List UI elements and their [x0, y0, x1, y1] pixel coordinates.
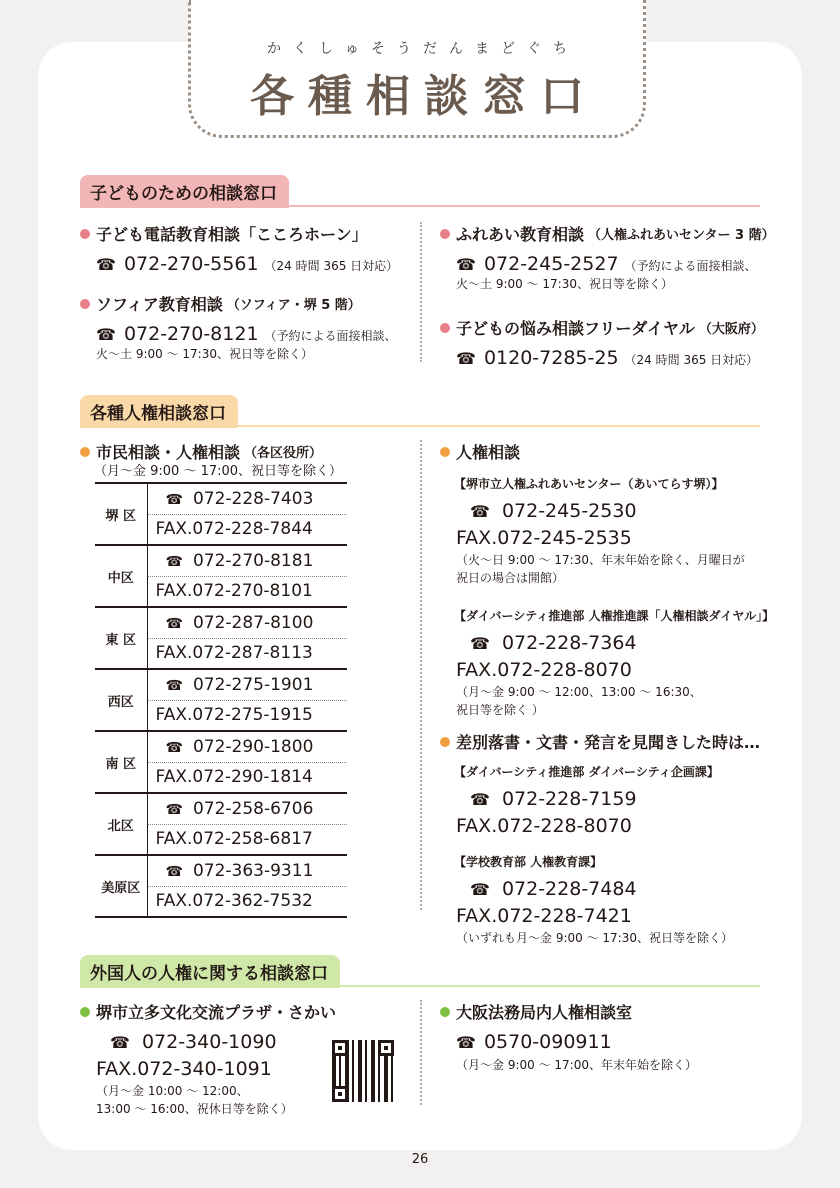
- ward-name: 東 区: [95, 607, 147, 669]
- phone-number[interactable]: 0120-7285-25: [483, 347, 619, 369]
- item-title: 子どもの悩み相談フリーダイヤル: [456, 319, 695, 338]
- bullet-dot: [80, 299, 90, 309]
- phone-icon: ☎: [165, 553, 183, 570]
- item-sophia: [80, 292, 397, 363]
- ward-table: [95, 482, 347, 918]
- phone-icon: ☎: [110, 1033, 130, 1052]
- phone-number[interactable]: 072-228-7159: [501, 788, 637, 810]
- bullet-dot: [440, 1007, 450, 1017]
- bullet-dot: [440, 737, 450, 747]
- phone-icon: ☎: [470, 790, 490, 809]
- ward-name: 北区: [95, 793, 147, 855]
- hours-note: （火～日 9:00 ～ 17:30、年末年始を除く、月曜日が: [456, 553, 745, 567]
- hours-note: （いずれも月～金 9:00 ～ 17:30、祝日等を除く）: [456, 931, 733, 945]
- ward-name: 堺 区: [95, 483, 147, 545]
- phone-icon: ☎: [470, 634, 490, 653]
- phone-number[interactable]: 0570-090911: [483, 1031, 612, 1053]
- fax-number: FAX.072-362-7532: [147, 886, 347, 917]
- section-rule: [80, 985, 760, 987]
- phone-number[interactable]: 072-228-7403: [192, 488, 314, 509]
- ward-name: 南 区: [95, 731, 147, 793]
- item-title: 差別落書・文書・発言を見聞きした時は…: [456, 733, 761, 752]
- fax-number: FAX.072-275-1915: [147, 700, 347, 731]
- phone-icon: ☎: [165, 491, 183, 508]
- fax-number: FAX.072-228-8070: [456, 659, 632, 681]
- hours-note: （月～金 9:00 ～ 17:00、祝日等を除く）: [94, 464, 343, 479]
- office-name: 【ダイバーシティ推進部 人権推進課「人権相談ダイヤル」】: [454, 609, 775, 623]
- column-divider: [420, 222, 422, 362]
- phone-number[interactable]: 072-270-5561: [123, 253, 259, 275]
- fax-number: FAX.072-340-1091: [96, 1058, 272, 1080]
- section-children: [80, 175, 289, 208]
- item-location: （人権ふれあいセンター 3 階）: [588, 228, 775, 243]
- section-heading: 子どものための相談窓口: [80, 175, 289, 208]
- bullet-dot: [80, 447, 90, 457]
- hours-note: （予約による面接相談、: [624, 259, 757, 273]
- item-title: 人権相談: [456, 443, 521, 462]
- page-title: 各種相談窓口: [250, 71, 598, 122]
- item-discrimination-report: [440, 730, 780, 947]
- item-location: （ソフィア・堺 5 階）: [226, 298, 361, 313]
- ward-name: 西区: [95, 669, 147, 731]
- column-divider: [420, 440, 422, 910]
- fax-number: FAX.072-290-1814: [147, 762, 347, 793]
- section-human-rights: [80, 395, 238, 428]
- phone-icon: ☎: [165, 615, 183, 632]
- phone-icon: ☎: [165, 739, 183, 756]
- item-title: 大阪法務局内人権相談室: [456, 1003, 633, 1022]
- fax-number: FAX.072-228-8070: [456, 815, 632, 837]
- page-number: 26: [411, 1152, 429, 1167]
- fax-number: FAX.072-245-2535: [456, 527, 632, 549]
- phone-number[interactable]: 072-363-9311: [192, 860, 314, 881]
- phone-icon: ☎: [470, 880, 490, 899]
- phone-number[interactable]: 072-258-6706: [192, 798, 314, 819]
- hours-note: （月～金 9:00 ～ 17:00、年末年始を除く）: [456, 1058, 697, 1072]
- item-title: 子ども電話教育相談「こころホーン」: [96, 225, 368, 244]
- qr-code[interactable]: [332, 1040, 394, 1102]
- phone-icon: ☎: [456, 349, 476, 368]
- item-free-dial: [440, 316, 764, 369]
- item-title: 市民相談・人権相談: [96, 443, 241, 462]
- office-name: 【学校教育部 人権教育課】: [454, 855, 603, 869]
- hours-note: 火～土 9:00 ～ 17:30、祝日等を除く）: [456, 277, 673, 291]
- phone-icon: ☎: [456, 1033, 476, 1052]
- phone-number[interactable]: 072-275-1901: [192, 674, 314, 695]
- section-heading: 各種人権相談窓口: [80, 395, 238, 428]
- bullet-dot: [80, 229, 90, 239]
- item-tabunka-plaza: [80, 1000, 336, 1118]
- section-foreigners: [80, 955, 340, 988]
- fax-number: FAX.072-287-8113: [147, 638, 347, 669]
- fax-number: FAX.072-258-6817: [147, 824, 347, 855]
- item-title: ふれあい教育相談: [456, 225, 585, 244]
- phone-icon: ☎: [165, 677, 183, 694]
- title-banner: [188, 0, 646, 138]
- phone-number[interactable]: 072-270-8181: [192, 550, 314, 571]
- hours-note: 祝日の場合は開館）: [456, 571, 565, 585]
- hours-note: （予約による面接相談、: [264, 329, 397, 343]
- office-name: 【堺市立人権ふれあいセンター（あいてらす堺）】: [454, 477, 724, 491]
- bullet-dot: [440, 447, 450, 457]
- hours-note: （24 時間 365 日対応）: [624, 353, 759, 367]
- hours-note: 祝日等を除く ）: [456, 703, 544, 717]
- phone-number[interactable]: 072-287-8100: [192, 612, 314, 633]
- phone-icon: ☎: [96, 255, 116, 274]
- phone-number[interactable]: 072-340-1090: [141, 1031, 277, 1053]
- item-citizen-consult: [80, 440, 342, 481]
- section-heading: 外国人の人権に関する相談窓口: [80, 955, 340, 988]
- item-osaka-legal-bureau: [440, 1000, 697, 1074]
- phone-icon: ☎: [165, 863, 183, 880]
- office-name: 【ダイバーシティ推進部 ダイバーシティ企画課】: [454, 765, 719, 779]
- phone-icon: ☎: [470, 502, 490, 521]
- item-title: ソフィア教育相談: [96, 295, 223, 314]
- bullet-dot: [440, 323, 450, 333]
- hours-note: 火～土 9:00 ～ 17:30、祝日等を除く）: [96, 347, 313, 361]
- item-location: （各区役所）: [244, 446, 323, 461]
- fax-number: FAX.072-228-7421: [456, 905, 632, 927]
- title-ruby: かくしゅそうだんまどぐち: [267, 41, 579, 57]
- ward-name: 中区: [95, 545, 147, 607]
- section-rule: [80, 425, 760, 427]
- phone-number[interactable]: 072-290-1800: [192, 736, 314, 757]
- phone-number[interactable]: 072-245-2530: [501, 500, 637, 522]
- hours-note: （24 時間 365 日対応）: [264, 259, 399, 273]
- phone-number[interactable]: 072-228-7484: [501, 878, 637, 900]
- phone-number[interactable]: 072-228-7364: [501, 632, 637, 654]
- bullet-dot: [440, 229, 450, 239]
- ward-name: 美原区: [95, 855, 147, 917]
- bullet-dot: [80, 1007, 90, 1017]
- phone-icon: ☎: [96, 325, 116, 344]
- phone-number[interactable]: 072-270-8121: [123, 323, 259, 345]
- hours-note: （月～金 9:00 ～ 12:00、13:00 ～ 16:30、: [456, 685, 702, 699]
- item-fureai: [440, 222, 775, 293]
- phone-icon: ☎: [456, 255, 476, 274]
- phone-icon: ☎: [165, 801, 183, 818]
- section-rule: [80, 205, 760, 207]
- fax-number: FAX.072-228-7844: [147, 514, 347, 545]
- hours-note: 13:00 ～ 16:00、祝休日等を除く）: [96, 1102, 293, 1116]
- item-title: 堺市立多文化交流プラザ・さかい: [96, 1003, 337, 1022]
- hours-note: （月～金 10:00 ～ 12:00、: [96, 1084, 249, 1098]
- column-divider: [420, 1000, 422, 1105]
- item-location: （大阪府）: [698, 322, 764, 337]
- item-jinken-consult: [440, 440, 780, 719]
- item-kokoro-phone: [80, 222, 398, 275]
- fax-number: FAX.072-270-8101: [147, 576, 347, 607]
- phone-number[interactable]: 072-245-2527: [483, 253, 619, 275]
